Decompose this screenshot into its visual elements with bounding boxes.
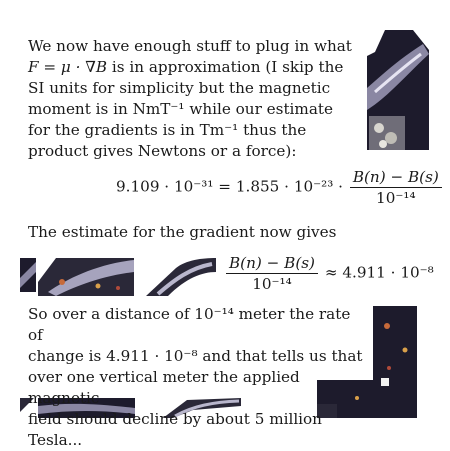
photo-tile-left-2 — [38, 258, 134, 296]
fraction-numerator: B(n) − B(s) — [350, 168, 442, 188]
para-line: field should decline by about 5 million Tesla... — [28, 410, 322, 449]
force-formula: F = μ · ∇B — [28, 58, 108, 76]
fraction-numerator: B(n) − B(s) — [226, 254, 318, 274]
para-line: change is 4.911 · 10⁻⁸ and that tells us that — [28, 347, 363, 365]
equation-fraction — [350, 168, 442, 207]
equation-gradient — [224, 254, 434, 293]
para-line: over one vertical meter the applied magnetic — [28, 368, 300, 407]
fraction-denominator: 10⁻¹⁴ — [252, 275, 292, 293]
photo-tile-center — [146, 258, 216, 296]
equation-lhs: 9.109 · 10⁻³¹ = 1.855 · 10⁻²³ · — [116, 177, 343, 196]
para-line: product gives Newtons or a force): — [28, 142, 297, 160]
para-line-rest: is in approximation (I skip the — [107, 58, 344, 76]
paragraph-conclusion — [28, 304, 368, 451]
equation-fraction — [226, 254, 318, 293]
equation-force — [116, 168, 444, 207]
para-line: We now have enough stuff to plug in what — [28, 37, 352, 55]
equation-rhs: ≈ 4.911 · 10⁻⁸ — [324, 263, 434, 282]
para-line — [28, 57, 368, 78]
paragraph-gradient: The estimate for the gradient now gives — [28, 223, 337, 241]
para-line: SI units for simplicity but the magnetic — [28, 79, 331, 97]
fraction-denominator: 10⁻¹⁴ — [376, 189, 416, 207]
para-line: for the gradients is in Tm⁻¹ thus the — [28, 121, 307, 139]
paragraph-force-intro — [28, 36, 368, 162]
para-line: moment is in NmT⁻¹ while our estimate — [28, 100, 333, 118]
para-line: So over a distance of 10⁻¹⁴ meter the rate of — [28, 305, 351, 344]
photo-tile-top-right — [367, 30, 429, 150]
photo-tile-left-1 — [20, 258, 36, 292]
